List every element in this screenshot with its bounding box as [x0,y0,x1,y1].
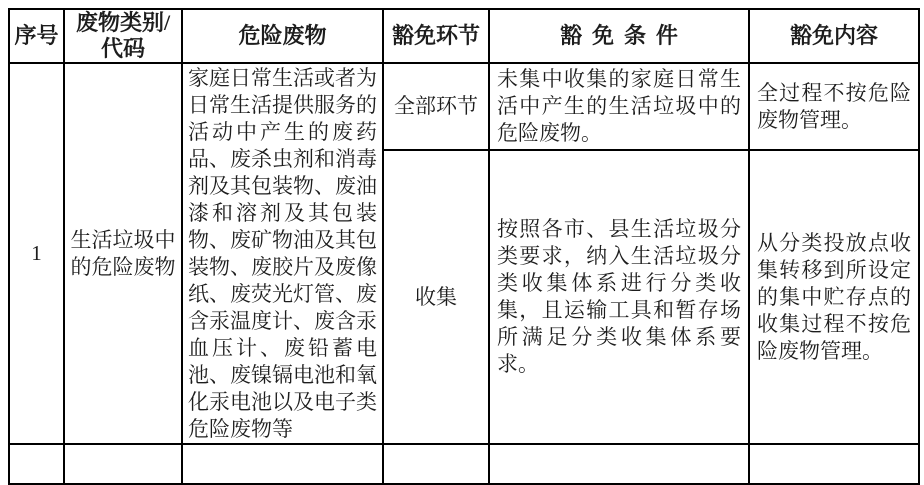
cell-stage-collect: 收集 [383,150,489,444]
header-exemption-condition: 豁免条件 [489,9,749,63]
cell-stage-all: 全部环节 [383,63,489,150]
cell-condition-b: 按照各市、县生活垃圾分类要求，纳入生活垃圾分类收集体系进行分类收集，且运输工具和暂存场所满足分类收集体系要求。 [489,150,749,444]
table-row-partial [9,444,919,484]
cell-waste-category: 生活垃圾中的危险废物 [64,63,182,444]
cell-hazardous-waste: 家庭日常生活或者为日常生活提供服务的活动中产生的废药品、废杀虫剂和消毒剂及其包装物、废油漆和溶剂及其包装物、废矿物油及其包装物、废胶片及废像纸、废荧光灯管、废含汞温度计、废含汞血压计、废铅蓄电池、废镍镉电池和氧化汞电池以及电子类危险废物等 [182,63,383,444]
header-serial-number: 序号 [9,9,64,63]
cell-empty [489,444,749,484]
cell-serial-number: 1 [9,63,64,444]
document-page [8,8,920,485]
header-hazardous-waste: 危险废物 [182,9,383,63]
header-exemption-content: 豁免内容 [749,9,919,63]
exemption-table [8,8,920,485]
table-header-row [9,9,919,63]
cell-content-a: 全过程不按危险废物管理。 [749,63,919,150]
header-exemption-stage: 豁免环节 [383,9,489,63]
cell-condition-a: 未集中收集的家庭日常生活中产生的生活垃圾中的危险废物。 [489,63,749,150]
cell-empty [9,444,64,484]
cell-empty [182,444,383,484]
cell-content-b: 从分类投放点收集转移到所设定的集中贮存点的收集过程不按危险废物管理。 [749,150,919,444]
cell-empty [749,444,919,484]
cell-empty [64,444,182,484]
header-waste-category: 废物类别/代码 [64,9,182,63]
cell-empty [383,444,489,484]
table-row-sub-a [9,63,919,150]
